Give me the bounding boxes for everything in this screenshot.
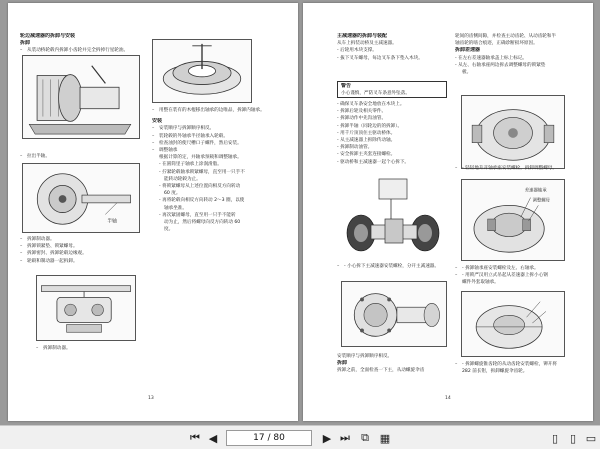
figure-axle-hub — [22, 55, 140, 139]
page-number: 14 — [445, 396, 451, 401]
subsection-title: 拆卸 — [337, 360, 348, 367]
step-text: - 驱动桥和主减速器一起个心拆下。 — [337, 159, 410, 165]
figure-final-drive — [341, 281, 447, 347]
figure-differential — [461, 95, 565, 169]
bearing-removal-drawing — [153, 40, 251, 102]
step-text: – 拆卸密封、拆卸轮毂边缘观。 — [20, 250, 148, 257]
step-text: – - 拆卸螺旋锥齿轮的从动齿轮安装螺栓，铆开将 — [455, 361, 583, 368]
single-page-icon[interactable]: ▯ — [551, 431, 559, 445]
step-text: - 拆卸半轴（同轮边的的拆卸）。 — [337, 123, 403, 129]
first-page-icon[interactable]: ⏮ — [190, 431, 200, 444]
step-text: - 拆卸制动油管。 — [337, 145, 373, 151]
install-text: 根据计算的定，并轴承预载和调整轴承。 — [159, 155, 242, 161]
step-text: - 拔下叉车螺母，每边叉车条下垫入木块。 — [337, 55, 423, 61]
page-13 — [8, 3, 298, 421]
step-text: – - 小心拆下主减速器安装螺栓，分开主减速器。 — [337, 263, 449, 270]
step-text: – 拆卸制动器。 — [36, 345, 136, 352]
step-text: 282 前长钳，拆卸螺旋伞齿轮。 — [462, 369, 528, 375]
step-text: 板。 — [462, 70, 472, 76]
page-number: 13 — [148, 396, 154, 401]
step-text: 螺件外套取轴承。 — [462, 280, 499, 286]
install-text: 动为止，然后将螺母向反方向转动 60 — [164, 220, 241, 226]
body-text: 轮间的齿侧间隙，并检查主动齿轮、从动齿轮和半 — [455, 34, 557, 39]
intro-text: 从车上拆装动桥及主减速器。 — [337, 41, 397, 47]
subsection-title: 安装 — [152, 118, 163, 125]
body-text: 轴齿轮的啮合痕迹，正确诊断损坏原因。 — [455, 41, 538, 47]
figure-half-shaft — [22, 163, 140, 233]
warning-title: 警告 — [341, 83, 352, 89]
adjust-nut-drawing — [462, 180, 564, 260]
prev-page-icon[interactable]: ◀ — [208, 431, 218, 445]
next-page-icon[interactable]: ▶ — [322, 431, 332, 445]
view-mode-icon[interactable]: ⧉ — [361, 431, 369, 444]
last-page-icon[interactable]: ⏭ — [340, 431, 350, 444]
step-text: - 从左、右轴承座两边拆去调整螺母的锁紧垫 — [455, 62, 546, 68]
step-text: 拆卸之前，全面检查一下主，从动螺旋伞齿 — [337, 368, 425, 374]
section-title: 主减速器的拆卸与装配 — [337, 33, 388, 39]
step-text: – 拉出半轴。 — [20, 153, 140, 160]
figure-label-half-shaft: 半轴 — [107, 218, 117, 225]
step-text: – 拆卸锁紧垫、锁紧螺母。 — [20, 243, 148, 250]
install-text: – 调整轴承 — [152, 147, 286, 154]
install-text: 60 度。 — [164, 191, 181, 197]
section-title: 轮边减速器的拆卸与安装 — [20, 33, 76, 39]
step-text: – 拆卸制动器。 — [20, 236, 148, 243]
figure-bearing-removal — [152, 39, 252, 103]
figure-adjust-nut — [461, 179, 565, 261]
pdf-toolbar — [0, 425, 600, 449]
figure-label-bearing: 差速器轴承 — [524, 188, 547, 194]
step-text: - 在左右差速器轴承盖上标上标记。 — [455, 55, 528, 61]
half-shaft-drawing — [23, 164, 139, 232]
install-text: - 在圆筒里子轴承上涂润滑脂。 — [159, 162, 222, 168]
install-text: 轴承坐准。 — [164, 205, 187, 211]
figure-forklift-axle — [339, 171, 449, 259]
install-text: - 拧紧轮毂轴承锁紧螺母，直至用一只手不 — [159, 169, 245, 175]
figure-caption: – 用整在装有的木棍移出轴承的边唯品，拆卸内轴承。 — [152, 107, 286, 114]
step-text: – - 轻轻地升开轴承座安装螺栓，拆卸调整螺母。 — [455, 165, 583, 172]
step-text: - 拆卸动作中先沟油管。 — [337, 116, 387, 122]
install-text: – 检查油封的使尺槽口子螺件，然后安装。 — [152, 140, 286, 147]
warning-box — [337, 81, 447, 98]
step-text: - 从主减速器上拆除传动轴。 — [337, 138, 396, 144]
install-text: – 安装顺序与拆卸顺序相反。 — [152, 125, 286, 132]
install-text: - 再将轮毂向相反方向转动 2～3 圈，以使 — [159, 198, 245, 204]
step-text: - 后轮用木块支撑。 — [337, 48, 377, 54]
step-text: - 拆卸后轮及相关零件。 — [337, 109, 387, 115]
forklift-axle-drawing — [339, 171, 449, 259]
figure-ring-gear — [461, 291, 565, 357]
differential-drawing — [462, 96, 564, 168]
step-text: 安装顺序与拆卸顺序相反。 — [337, 354, 393, 359]
warning-text: 小心谨慎，严防叉车条意外坠落。 — [341, 91, 410, 97]
fullscreen-icon[interactable]: ▭ — [585, 431, 597, 445]
thumbnails-icon[interactable]: ▦ — [379, 431, 391, 445]
install-text: 度。 — [164, 227, 174, 233]
step-text: - 安全拆卸主夹套连接螺栓。 — [337, 152, 396, 158]
subsection-title: 拆卸差速器 — [455, 47, 481, 54]
axle-hub-drawing — [23, 56, 139, 138]
step-text: – 轮毂和制动器一起拆卸。 — [20, 258, 148, 265]
figure-brake — [36, 275, 136, 341]
step-text: - 用千斤顶顶住主驱动桥体。 — [337, 130, 396, 136]
install-text: 能转动轮毂为止。 — [164, 176, 201, 182]
figure-label-nut: 调整螺母 — [532, 198, 551, 204]
page-indicator-input[interactable]: 17 / 80 — [226, 430, 312, 446]
step-text: – 从装动桥轮毂内拆卸小齿轮并完全拆掉行星轮油。 — [20, 47, 148, 54]
install-text: - 将锁紧螺母从上述位置向相反方向转动 — [159, 184, 241, 190]
brake-drawing — [37, 276, 135, 340]
subsection-title: 拆卸 — [20, 40, 31, 47]
step-text: - 确保叉车条安全地放在木块上。 — [337, 102, 405, 107]
two-page-icon[interactable]: ▯ — [569, 431, 577, 445]
step-text: – - 拆卸轴承座安装螺栓及左、右轴承。 — [455, 265, 583, 272]
ring-gear-drawing — [462, 292, 564, 356]
step-text: – - 用锁严汉用立式吊起从差速器上拆小心钢 — [455, 272, 583, 279]
final-drive-drawing — [342, 282, 446, 346]
install-text: – 装轮毂的外轴承半径轴承入轮毂。 — [152, 133, 286, 140]
page-14 — [303, 3, 593, 421]
install-text: - 再次紧固螺母，直至用一只手不能转 — [159, 212, 236, 218]
